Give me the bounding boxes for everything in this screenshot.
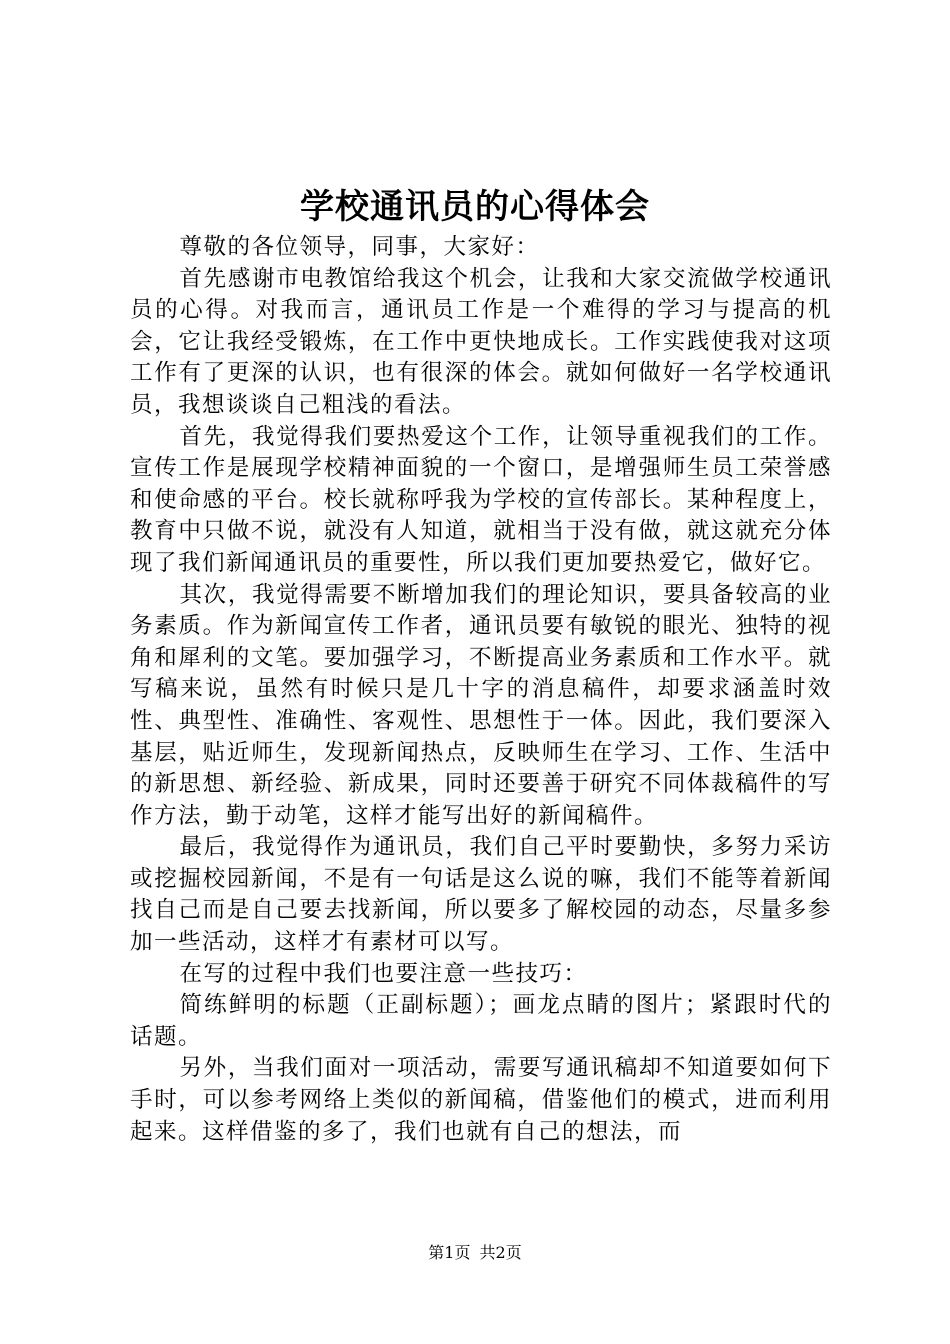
paragraph-intro: 首先感谢市电教馆给我这个机会，让我和大家交流做学校通讯员的心得。对我而言，通讯员工作是一个难得的学习与提高的机会，它让我经受锻炼，在工作中更快地成长。工作实践使我对这项工作有了更深的认识，也有很深的体会。就如何做好一名学校通讯员，我想谈谈自己粗浅的看法。 [130, 265, 832, 418]
document-body [130, 232, 832, 1148]
page-number: 第1页 [428, 1243, 471, 1262]
paragraph-greeting: 尊敬的各位领导，同事，大家好： [179, 234, 540, 260]
paragraph-tips: 简练鲜明的标题（正副标题）；画龙点睛的图片；紧跟时代的话题。 [130, 992, 832, 1050]
paragraph-second-point: 其次，我觉得需要不断增加我们的理论知识，要具备较高的业务素质。作为新闻宣传工作者，通讯员要有敏锐的眼光、独特的视角和犀利的文笔。要加强学习，不断提高业务素质和工作水平。就写稿来说，虽然有时候只是几十字的消息稿件，却要求涵盖时效性、典型性、准确性、客观性、思想性于一体。因此，我们要深入基层，贴近师生，发现新闻热点，反映师生在学习、工作、生活中的新思想、新经验、新成果，同时还要善于研究不同体裁稿件的写作方法，勤于动笔，这样才能写出好的新闻稿件。 [130, 581, 832, 829]
page-footer [0, 1242, 950, 1264]
document-title: 学校通讯员的心得体会 [300, 187, 650, 227]
page-total: 共2页 [479, 1243, 522, 1262]
paragraph-additional: 另外，当我们面对一项活动，需要写通讯稿却不知道要如何下手时，可以参考网络上类似的新闻稿，借鉴他们的模式，进而利用起来。这样借鉴的多了，我们也就有自己的想法，而 [130, 1055, 832, 1145]
paragraph-tips-intro: 在写的过程中我们也要注意一些技巧： [179, 960, 588, 987]
paragraph-third-point: 最后，我觉得作为通讯员，我们自己平时要勤快，多努力采访或挖掘校园新闻，不是有一句话是这么说的嘛，我们不能等着新闻找自己而是自己要去找新闻，所以要多了解校园的动态，尽量多参加一些活动，这样才有素材可以写。 [130, 834, 832, 956]
paragraph-first-point: 首先，我觉得我们要热爱这个工作，让领导重视我们的工作。宣传工作是展现学校精神面貌的一个窗口，是增强师生员工荣誉感和使命感的平台。校长就称呼我为学校的宣传部长。某种程度上，教育中只做不说，就没有人知道，就相当于没有做，就这就充分体现了我们新闻通讯员的重要性，所以我们更加要热爱它，做好它。 [130, 423, 832, 576]
